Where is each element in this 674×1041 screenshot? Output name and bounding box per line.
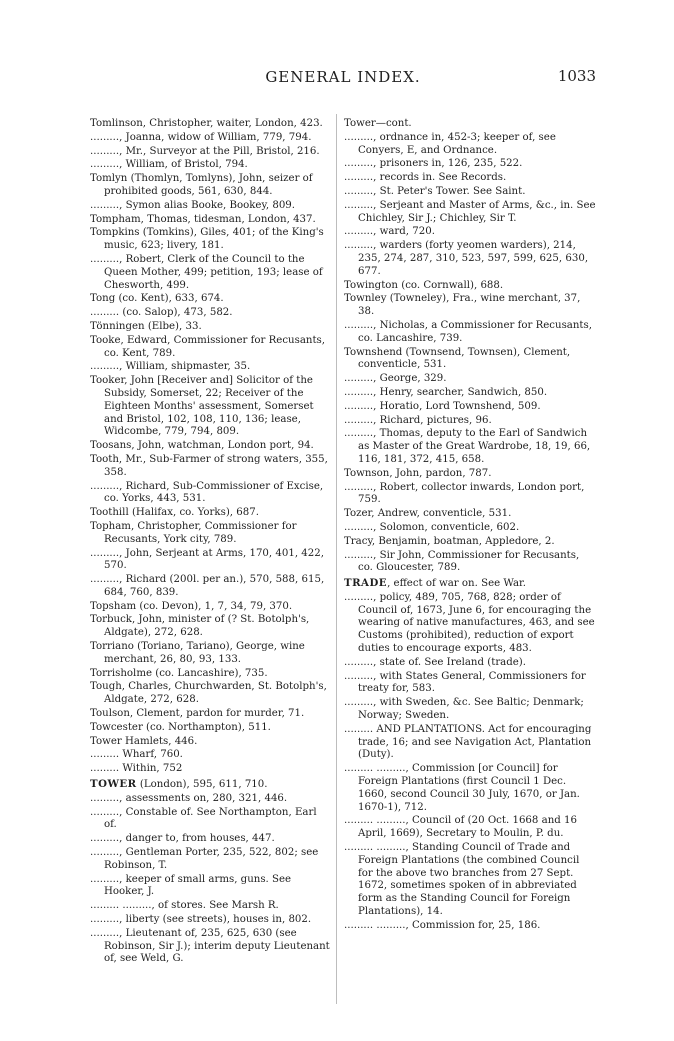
index-entry: ........., William, shipmaster, 35. [90,361,251,373]
index-entry: ........., Thomas, deputy to the Earl of Sandwich as Master of the Great Wardrobe, 18, 19, 66, 116, 181, 372, 415, 658. [344,428,591,465]
index-entry: ........., William, of Bristol, 794. [90,159,248,171]
index-entry: ........., Gentleman Porter, 235, 522, 802; see Robinson, T. [90,847,319,871]
index-entry: Tower Hamlets, 446. [90,735,198,747]
index-entry: ......... ........., Council of (20 Oct. 1668 and 16 April, 1669), Secretary to Moulin, P. du. [344,815,577,840]
index-entry: ........., prisoners in, 126, 235, 522. [344,158,523,170]
index-entry: ........., Nicholas, a Commissioner for Recusants, co. Lancashire, 739. [344,319,592,344]
index-column-left [90,118,330,967]
index-entry: ........., Symon alias Booke, Bookey, 809. [90,199,296,211]
index-entry: ........., Horatio, Lord Townshend, 509. [344,400,541,412]
index-entry: ........., George, 329. [344,373,447,385]
index-entry: TOWER (London), 595, 611, 710. [90,778,268,791]
page-header [90,64,596,92]
index-entry: ........., liberty (see streets), houses in, 802. [90,914,312,926]
index-entry: ........., Solomon, conventicle, 602. [344,521,520,533]
index-entry: ........., keeper of small arms, guns. See Hooker, J. [90,873,292,898]
index-entry: ........., Mr., Surveyor at the Pill, Bristol, 216. [90,145,320,157]
page-number: 1033 [557,67,596,85]
index-entry: ......... ........., Commission [or Council] for Foreign Plantations (first Council 1 Dec. 1660, second Council 30 July, 1670, or Jan. 1670-1), 712. [344,763,580,813]
index-entry: ......... Within, 752 [90,763,183,775]
index-entry: ........., ordnance in, 452-3; keeper of, see Conyers, E, and Ordnance. [344,131,556,156]
index-entry: ......... AND PLANTATIONS. Act for encouraging trade, 16; and see Navigation Act, Plantation (Duty). [344,723,592,761]
index-entry: ........., Henry, searcher, Sandwich, 850. [344,386,548,398]
index-entry: Toulson, Clement, pardon for murder, 71. [90,708,305,720]
index-entry: ........., warders (forty yeomen warders), 214, 235, 274, 287, 310, 523, 597, 599, 625, 630, 677. [344,240,589,277]
index-entry: ........., ward, 720. [344,226,435,238]
index-entry: Toothill (Halifax, co. Yorks), 687. [90,507,259,519]
index-entry: Tooker, John [Receiver and] Solicitor of the Subsidy, Somerset, 22; Receiver of the Eighteen Months' assessment, Somerset and Bristol, 102, 108, 110, 136; lease, Widcombe, 779, 794, 809. [90,375,314,438]
index-entry: Torbuck, John, minister of (? St. Botolph's, Aldgate), 272, 628. [90,614,310,639]
index-entry: Townley (Towneley), Fra., wine merchant, 37, 38. [344,293,581,318]
index-entry: Townson, John, pardon, 787. [344,467,492,479]
index-entry: ........., danger to, from houses, 447. [90,833,275,845]
index-entry: ........., Robert, Clerk of the Council to the Queen Mother, 499; petition, 193; lease of Chesworth, 499. [90,253,323,291]
index-entry: Towcester (co. Northampton), 511. [90,721,271,733]
index-entry: ........., Richard, pictures, 96. [344,414,492,426]
index-entry: ........., state of. See Ireland (trade). [344,656,527,668]
index-entry: ......... ........., of stores. See Marsh R. [90,900,279,912]
index-entry: ......... ........., Standing Council of Trade and Foreign Plantations (the combined Council for the above two branches from 27 Sept. 1672, sometimes spoken of in abbreviated form as the Standing Council for Foreign Plantations), 14. [344,842,580,918]
index-entry: ........., Joanna, widow of William, 779, 794. [90,131,312,143]
index-entry: TRADE, effect of war on. See War. [344,577,527,590]
index-entry: Tomlinson, Christopher, waiter, London, 423. [90,118,323,129]
index-column-right [344,118,596,934]
index-entry: ........., Robert, collector inwards, London port, 759. [344,481,585,506]
index-entry: ........., Lieutenant of, 235, 625, 630 (see Robinson, Sir J.); interim deputy Lieutenant of, see Weld, G. [90,927,330,965]
index-entry: Tracy, Benjamin, boatman, Appledore, 2. [344,535,555,547]
index-entry: Tooke, Edward, Commissioner for Recusants, co. Kent, 789. [90,334,326,359]
index-entry: Torriano (Toriano, Tariano), George, wine merchant, 26, 80, 93, 133. [90,641,305,665]
index-entry: Tower—cont. [344,118,412,129]
index-entry: ........., with Sweden, &c. See Baltic; Denmark; Norway; Sweden. [344,697,584,722]
index-entry: Tooth, Mr., Sub-Farmer of strong waters, 355, 358. [90,453,328,478]
index-entry: Tomlyn (Thomlyn, Tomlyns), John, seizer of prohibited goods, 561, 630, 844. [90,173,313,197]
index-entry: Tönningen (Elbe), 33. [90,320,202,332]
index-entry: Tong (co. Kent), 633, 674. [90,293,224,305]
index-entry: ........., Sir John, Commissioner for Recusants, co. Gloucester, 789. [344,549,580,574]
index-entry: Tozer, Andrew, conventicle, 531. [344,508,512,520]
index-entry: Topham, Christopher, Commissioner for Recusants, York city, 789. [90,520,297,545]
index-entry: ........., assessments on, 280, 321, 446. [90,792,288,804]
index-entry: ........., St. Peter's Tower. See Saint. [344,185,526,197]
index-entry: Torrisholme (co. Lancashire), 735. [90,667,268,679]
index-entry: Tompkins (Tomkins), Giles, 401; of the King's music, 623; livery, 181. [90,227,324,252]
index-entry: ........., records in. See Records. [344,172,507,184]
index-entry: ......... Wharf, 760. [90,749,183,761]
index-entry: Topsham (co. Devon), 1, 7, 34, 79, 370. [90,600,293,612]
index-entry: Toosans, John, watchman, London port, 94. [90,440,314,452]
index-entry: ........., Richard (200l. per an.), 570, 588, 615, 684, 760, 839. [90,574,325,598]
column-divider [336,114,337,1004]
index-entry: ......... ........., Commission for, 25, 186. [344,919,541,931]
index-entry: ........., policy, 489, 705, 768, 828; order of Council of, 1673, June 6, for encouraging the wearing of native manufactures, 463, and see Customs (prohibited), reduction of export duties to encourage exports, 483. [344,591,595,655]
index-entry: ........., with States General, Commissioners for treaty for, 583. [344,670,586,695]
index-entry: ......... (co. Salop), 473, 582. [90,307,233,319]
index-entry: ........., Richard, Sub-Commissioner of Excise, co. Yorks, 443, 531. [90,480,324,505]
index-entry: Tompham, Thomas, tidesman, London, 437. [90,213,316,225]
index-entry: ........., Constable of. See Northampton, Earl of. [90,806,317,831]
index-entry: Townshend (Townsend, Townsen), Clement, conventicle, 531. [344,346,571,371]
index-entry: Tough, Charles, Churchwarden, St. Botolph's, Aldgate, 272, 628. [90,681,327,706]
index-entry: ........., Serjeant and Master of Arms, &c., in. See Chichley, Sir J.; Chichley, Sir T. [344,199,596,224]
index-entry: ........., John, Serjeant at Arms, 170, 401, 422, 570. [90,547,324,572]
index-entry: Towington (co. Cornwall), 688. [344,279,504,291]
page-title: GENERAL INDEX. [265,68,421,86]
